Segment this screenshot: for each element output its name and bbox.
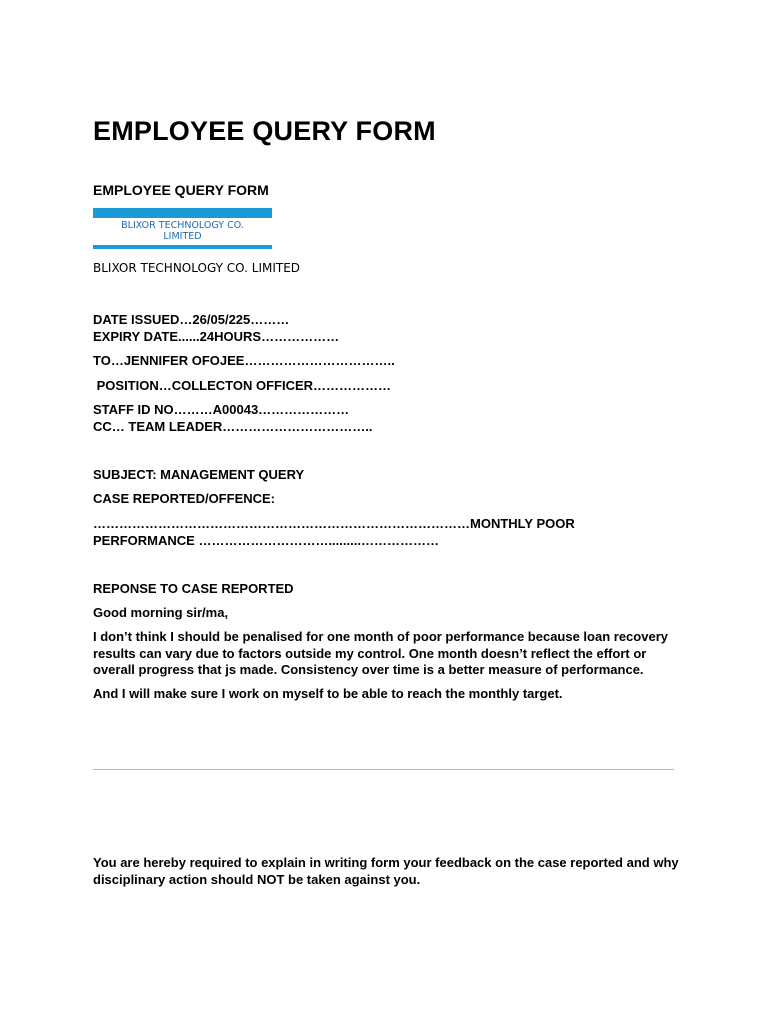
case-label: CASE REPORTED/OFFENCE: (93, 491, 276, 506)
divider-line (93, 769, 674, 770)
instruction-paragraph: You are hereby required to explain in writing form your feedback on the case reported and why disciplinary action should NOT be taken against you. (93, 855, 679, 887)
recipient-to: TO…JENNIFER OFOJEE…………………………….. (93, 353, 395, 368)
expiry-date: EXPIRY DATE......24HOURS……………… (93, 329, 340, 344)
staff-block (93, 401, 373, 435)
logo-stripe-bottom (93, 245, 272, 249)
logo-text-line2: LIMITED (163, 231, 202, 242)
subject-line: SUBJECT: MANAGEMENT QUERY (93, 467, 305, 482)
logo-text (93, 220, 272, 242)
date-block (93, 311, 339, 345)
staff-id: STAFF ID NO………A00043………………… (93, 402, 350, 417)
case-reported (93, 515, 575, 549)
response-paragraph-2: And I will make sure I work on myself to be able to reach the monthly target. (93, 686, 563, 701)
case-line-1: ……………………………………………………………………………MONTHLY POOR (93, 516, 575, 531)
logo-stripe-top (93, 208, 272, 218)
response-paragraph-1: I don’t think I should be penalised for one month of poor performance because loan recovery results can vary due to factors outside my control. One month doesn’t reflect the effort or overall progress that js made. Consistency over time is a better measure of performance. (93, 629, 668, 677)
response-heading: REPONSE TO CASE REPORTED (93, 581, 294, 596)
logo-text-line1: BLIXOR TECHNOLOGY CO. (121, 220, 244, 231)
company-name: BLIXOR TECHNOLOGY CO. LIMITED (93, 261, 301, 275)
greeting: Good morning sir/ma, (93, 605, 229, 620)
form-subtitle: EMPLOYEE QUERY FORM (93, 182, 269, 198)
case-line-2: PERFORMANCE ………………………….........……………… (93, 533, 439, 548)
date-issued: DATE ISSUED…26/05/225……… (93, 312, 290, 327)
company-logo (93, 208, 272, 249)
page-title: EMPLOYEE QUERY FORM (93, 116, 436, 146)
cc-line: CC… TEAM LEADER…………………………….. (93, 419, 373, 434)
recipient-position: POSITION…COLLECTON OFFICER……………… (93, 378, 392, 393)
